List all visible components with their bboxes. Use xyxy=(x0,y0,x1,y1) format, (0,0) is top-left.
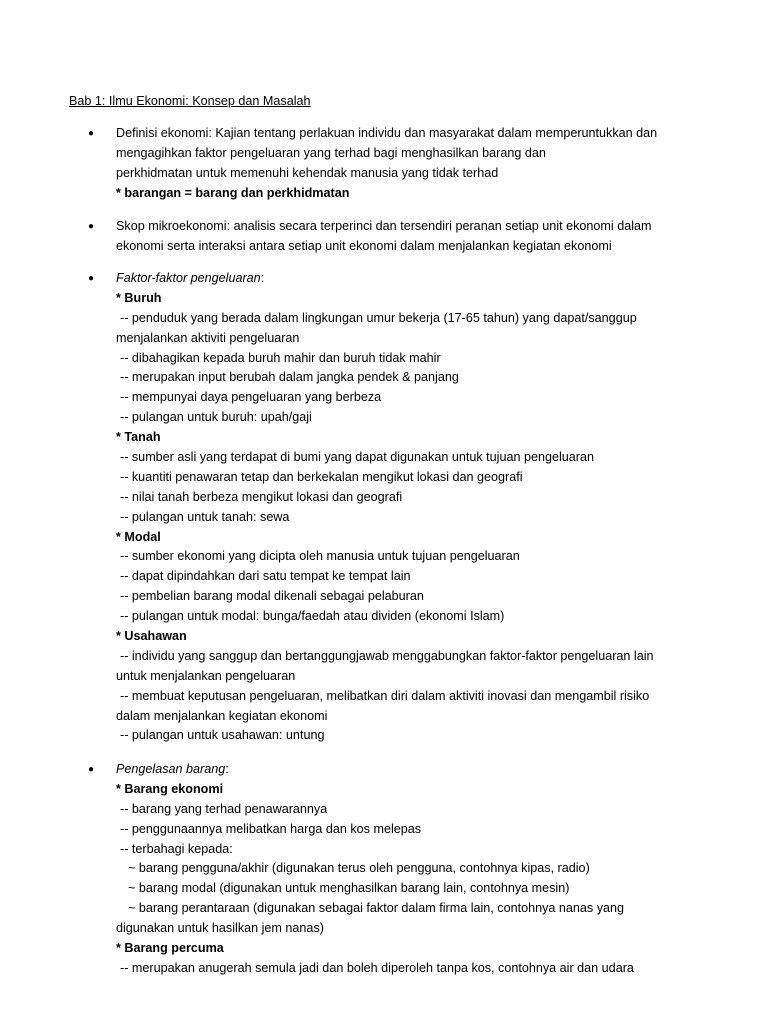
section-body xyxy=(116,760,716,979)
text-line: -- pulangan untuk tanah: sewa xyxy=(120,509,290,524)
section-heading xyxy=(116,760,716,780)
subheading-barang-percuma: * Barang percuma xyxy=(116,941,224,956)
section-body xyxy=(116,217,716,257)
subheading-modal: * Modal xyxy=(116,529,161,544)
section-heading xyxy=(116,269,716,289)
text-line: -- pulangan untuk usahawan: untung xyxy=(120,728,325,743)
text-line: -- nilai tanah berbeza mengikut lokasi dan geografi xyxy=(120,489,403,504)
heading-italic: Pengelasan barang xyxy=(116,762,226,776)
text-line-bold: * barangan = barang dan perkhidmatan xyxy=(116,185,350,200)
text-line: ~ barang pengguna/akhir (digunakan terus oleh pengguna, contohnya kipas, radio) xyxy=(128,861,590,876)
text-line: mengagihkan faktor pengeluaran yang terhad bagi menghasilkan barang dan xyxy=(116,145,546,160)
text-line: -- merupakan input berubah dalam jangka pendek & panjang xyxy=(120,370,459,385)
text-line: -- dapat dipindahkan dari satu tempat ke tempat lain xyxy=(120,569,411,584)
bullet-icon: ● xyxy=(88,764,95,775)
text-line: untuk menjalankan pengeluaran xyxy=(116,668,296,683)
text-line: -- terbahagi kepada: xyxy=(120,841,233,856)
text-line: -- penggunaannya melibatkan harga dan kos melepas xyxy=(120,821,422,836)
text-line: ~ barang perantaraan (digunakan sebagai faktor dalam firma lain, contohnya nanas yang xyxy=(128,901,625,916)
text-line: -- pulangan untuk modal: bunga/faedah atau dividen (ekonomi Islam) xyxy=(120,609,505,624)
text-line: -- sumber ekonomi yang dicipta oleh manusia untuk tujuan pengeluaran xyxy=(120,549,520,564)
heading-colon: : xyxy=(260,271,265,285)
text-line: -- pulangan untuk buruh: upah/gaji xyxy=(120,410,312,425)
bullet-icon: ● xyxy=(88,273,95,284)
text-line: ekonomi serta interaksi antara setiap unit ekonomi dalam menjalankan kegiatan ekonomi xyxy=(116,238,612,253)
text-line: Definisi ekonomi: Kajian tentang perlakuan individu dan masyarakat dalam memperuntukkan dan xyxy=(116,126,658,140)
subheading-tanah: * Tanah xyxy=(116,430,161,445)
text-line: -- penduduk yang berada dalam lingkungan umur bekerja (17-65 tahun) yang dapat/sanggup xyxy=(120,310,637,325)
text-line: digunakan untuk hasilkan jem nanas) xyxy=(116,921,324,936)
bullet-icon: ● xyxy=(88,128,95,139)
text-line: -- barang yang terhad penawarannya xyxy=(120,801,328,816)
subheading-usahawan: * Usahawan xyxy=(116,629,187,644)
subheading-barang-ekonomi: * Barang ekonomi xyxy=(116,781,224,796)
heading-colon: : xyxy=(225,762,229,776)
bullet-icon: ● xyxy=(88,221,95,232)
text-line: Skop mikroekonomi: analisis secara terperinci dan tersendiri peranan setiap unit ekonomi dalam xyxy=(116,219,652,233)
text-line: -- individu yang sanggup dan bertanggungjawab menggabungkan faktor-faktor pengeluaran lain xyxy=(120,648,654,663)
subheading-buruh: * Buruh xyxy=(116,290,162,305)
section-body xyxy=(116,269,716,746)
text-line: menjalankan aktiviti pengeluaran xyxy=(116,330,300,345)
text-line: -- kuantiti penawaran tetap dan berkekalan mengikut lokasi dan geografi xyxy=(120,469,523,484)
text-line: -- sumber asli yang terdapat di bumi yang dapat digunakan untuk tujuan pengeluaran xyxy=(120,450,594,465)
text-line: -- pembelian barang modal dikenali sebagai pelaburan xyxy=(120,589,424,604)
text-line: perkhidmatan untuk memenuhi kehendak manusia yang tidak terhad xyxy=(116,165,499,180)
heading-italic: Faktor-faktor pengeluaran xyxy=(116,271,261,285)
text-line: dalam menjalankan kegiatan ekonomi xyxy=(116,708,328,723)
text-line: -- membuat keputusan pengeluaran, melibatkan diri dalam aktiviti inovasi dan mengambil risiko xyxy=(120,688,650,703)
text-line: -- mempunyai daya pengeluaran yang berbeza xyxy=(120,390,382,405)
text-line: -- merupakan anugerah semula jadi dan boleh diperoleh tanpa kos, contohnya air dan udara xyxy=(120,960,634,975)
text-line: -- dibahagikan kepada buruh mahir dan buruh tidak mahir xyxy=(120,350,441,365)
text-line: ~ barang modal (digunakan untuk menghasilkan barang lain, contohnya mesin) xyxy=(128,881,570,896)
section-body xyxy=(116,124,716,204)
chapter-title: Bab 1: Ilmu Ekonomi: Konsep dan Masalah xyxy=(69,94,311,108)
